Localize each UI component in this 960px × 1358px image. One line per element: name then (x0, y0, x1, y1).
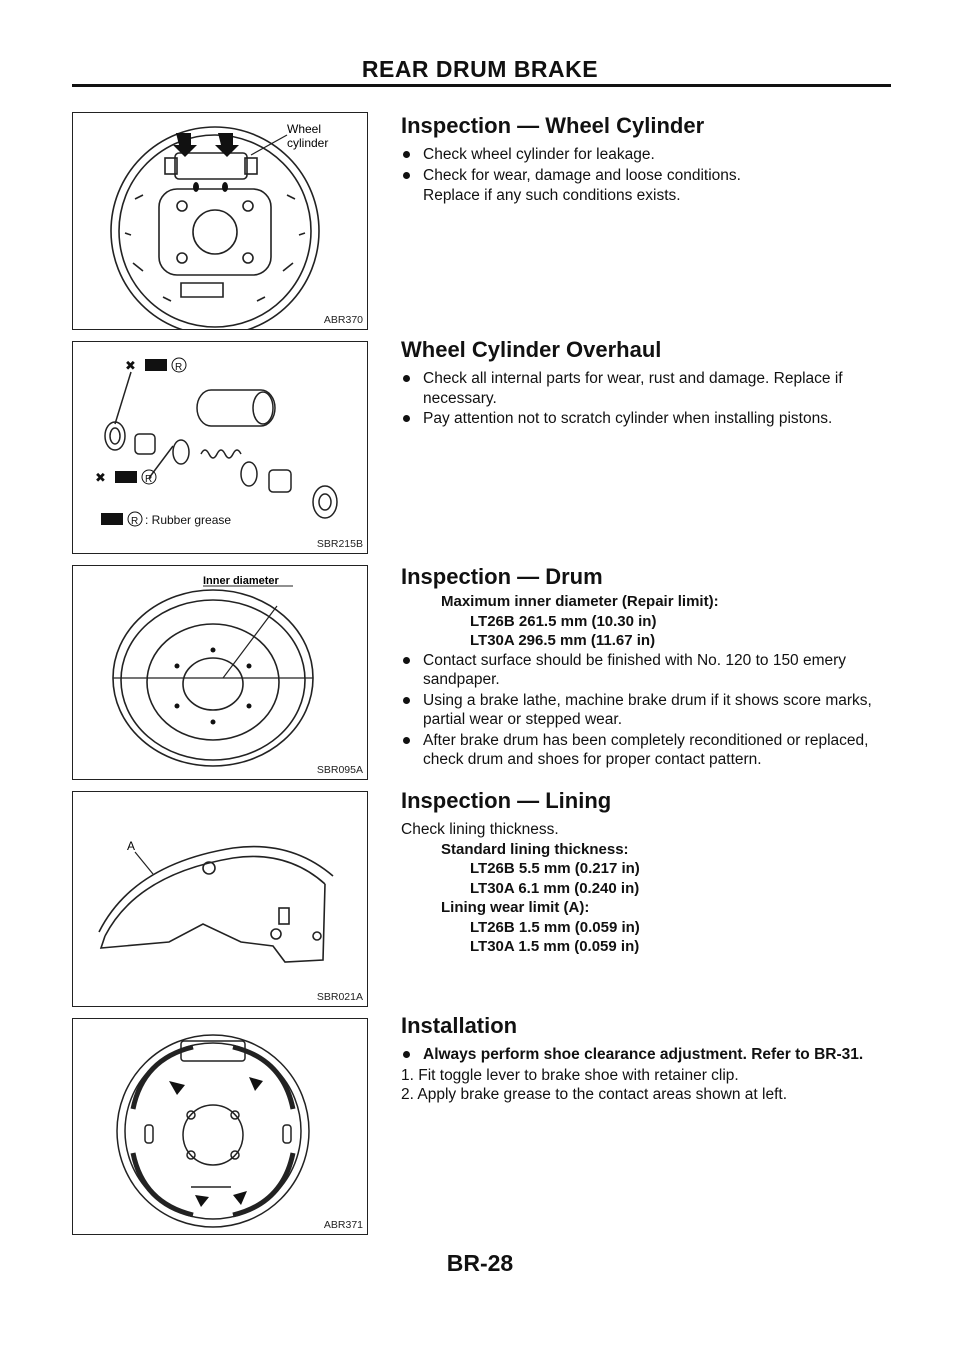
page-header-title: REAR DRUM BRAKE (361, 56, 599, 82)
bullet-item: Pay attention not to scratch cylinder when installing pistons. (401, 409, 891, 429)
section-inspection-lining (401, 788, 891, 957)
bullet-item: After brake drum has been completely reconditioned or replaced, check drum and shoes for proper contact pattern. (401, 731, 891, 770)
figure-installation (72, 1018, 368, 1235)
intro-text: Check lining thickness. (401, 821, 559, 838)
lining-outer (99, 847, 333, 932)
wheel-cylinder (181, 1041, 245, 1061)
bullet-item-bold: Always perform shoe clearance adjustment. Refer to BR-31. (401, 1045, 891, 1065)
rubber-grease-symbol: R (145, 474, 153, 485)
cylinder-housing (197, 390, 275, 426)
wheel-cylinder-body (175, 153, 247, 179)
rubber-grease-symbol: R (175, 362, 183, 373)
section-installation (401, 1013, 891, 1105)
section-wheel-cylinder-overhaul (401, 337, 891, 430)
grease-point-arrow (233, 1191, 247, 1205)
figure-wheel-cylinder-parts (72, 341, 368, 554)
backing-plate-outer (117, 1035, 309, 1227)
bullet-item: Check all internal parts for wear, rust and damage. Replace if necessary. (401, 369, 891, 408)
step-item: 1. Fit toggle lever to brake shoe with retainer clip. (401, 1066, 739, 1084)
step-item: 2. Apply brake grease to the contact areas shown at left. (401, 1086, 788, 1103)
figure-code: ABR371 (323, 1219, 363, 1231)
brake-shoe-illustration (73, 792, 368, 1007)
section-title: Inspection — Lining (401, 788, 612, 813)
wear-point-label: A (127, 839, 136, 853)
header-rule (72, 84, 891, 87)
svg-text:✖: ✖ (95, 470, 106, 485)
installed-brake-illustration (73, 1019, 368, 1235)
figure-code: SBR095A (316, 764, 363, 776)
grease-legend: : Rubber grease (145, 513, 232, 527)
page-number: BR-28 (446, 1250, 514, 1276)
spec-label: Standard lining thickness: (441, 840, 629, 858)
spec-value: LT30A 6.1 mm (0.240 in) (470, 879, 640, 897)
spec-value: LT30A 296.5 mm (11.67 in) (470, 632, 656, 649)
bullet-item: Using a brake lathe, machine brake drum if it shows score marks, partial wear or stepped wear. (401, 691, 891, 730)
section-inspection-drum (401, 564, 891, 771)
backing-plate-outer (111, 127, 319, 330)
exploded-parts-illustration (73, 342, 368, 554)
grease-point-arrow (195, 1195, 209, 1207)
section-title: Wheel Cylinder Overhaul (401, 337, 662, 362)
inner-diameter-label: Inner diameter (203, 575, 279, 587)
bullet-item: Contact surface should be finished with No. 120 to 150 emery sandpaper. (401, 651, 891, 690)
figure-lining (72, 791, 368, 1007)
section-title: Installation (401, 1013, 518, 1038)
grease-point-arrow (249, 1077, 263, 1091)
bullet-continuation: Replace if any such conditions exists. (423, 187, 681, 204)
figure-code: SBR215B (316, 538, 363, 550)
spec-label: Lining wear limit (A): (441, 899, 590, 916)
spec-value: LT26B 5.5 mm (0.217 in) (470, 860, 640, 877)
section-title: Inspection — Wheel Cylinder (401, 113, 705, 138)
bullet-item: Check for wear, damage and loose conditions. (401, 166, 891, 186)
grease-point-arrow (169, 1081, 185, 1095)
hub-plate (159, 189, 271, 275)
wheel-label: Wheel (287, 122, 322, 136)
figure-code: ABR370 (323, 314, 363, 326)
spec-label: Maximum inner diameter (Repair limit): (441, 593, 719, 610)
rubber-grease-symbol: R (131, 516, 139, 527)
cylinder-label: cylinder (287, 136, 329, 150)
bullet-item: Check wheel cylinder for leakage. (401, 145, 891, 165)
spec-value: LT30A 1.5 mm (0.059 in) (470, 938, 640, 955)
brake-drum-illustration (73, 566, 368, 780)
figure-code: SBR021A (316, 991, 363, 1003)
svg-text:✖: ✖ (125, 358, 136, 373)
section-inspection-wheel-cylinder (401, 113, 891, 206)
spec-value: LT26B 261.5 mm (10.30 in) (470, 612, 657, 630)
backing-plate-illustration (73, 113, 368, 330)
figure-wheel-cylinder (72, 112, 368, 330)
figure-drum (72, 565, 368, 780)
section-title: Inspection — Drum (401, 564, 603, 589)
spec-value: LT26B 1.5 mm (0.059 in) (470, 918, 640, 936)
